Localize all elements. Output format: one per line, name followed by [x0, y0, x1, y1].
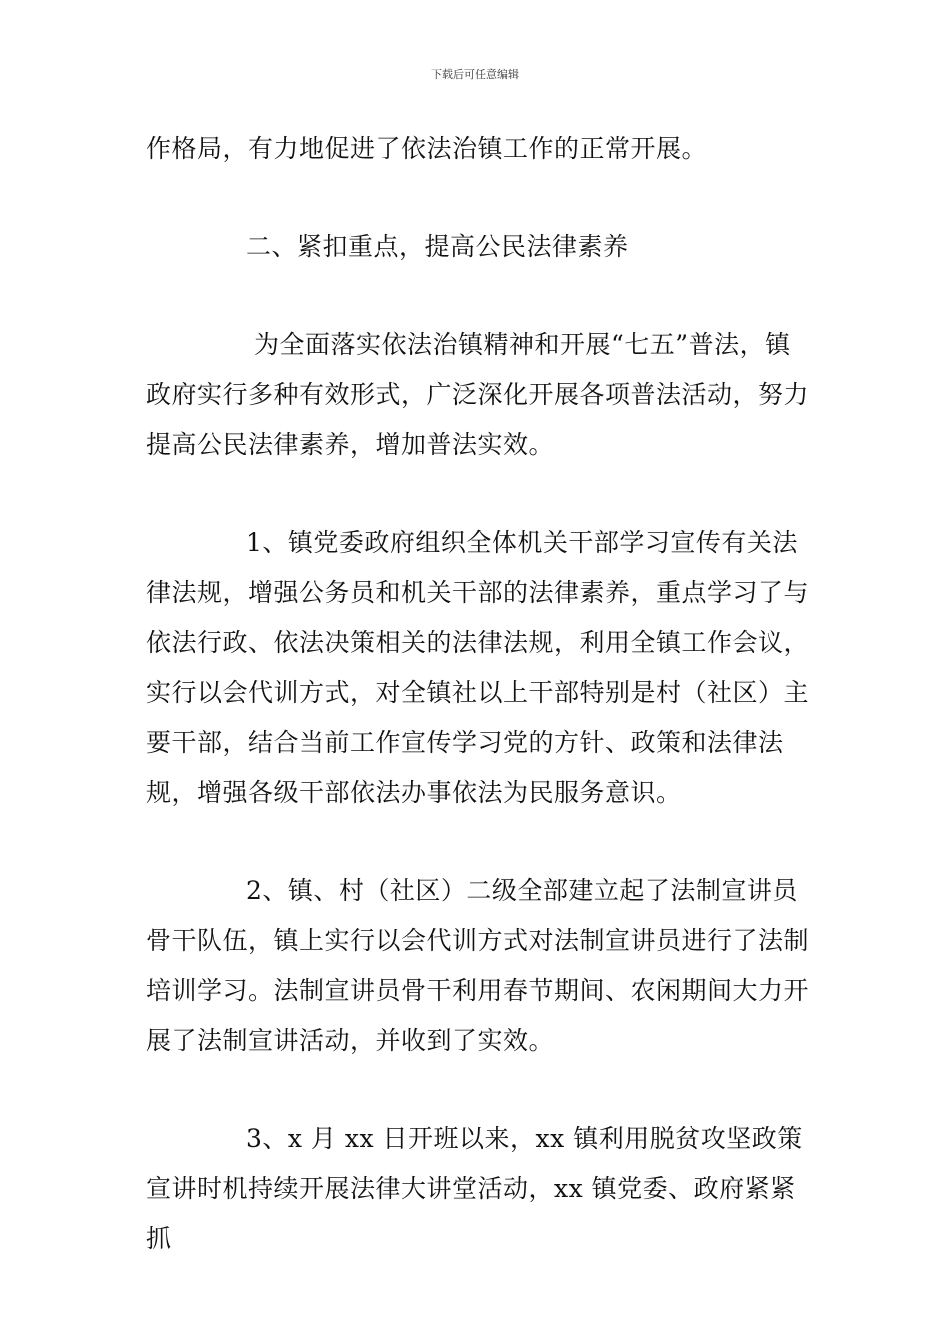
- document-body: [146, 124, 810, 1264]
- paragraph-item-1: 1、镇党委政府组织全体机关干部学习宣传有关法律法规，增强公务员和机关干部的法律素养，重点学习了与依法行政、依法决策相关的法律法规，利用全镇工作会议，实行以会代训方式，对全镇社以上干部特别是村（社区）主要干部，结合当前工作宣传学习党的方针、政策和法律法规，增强各级干部依法办事依法为民服务意识。: [146, 528, 810, 807]
- section-heading: 二、紧扣重点，提高公民法律素养: [246, 232, 629, 261]
- paragraph-item-3: 3、x 月 xx 日开班以来，xx 镇利用脱贫攻坚政策宣讲时机持续开展法律大讲堂活动，xx 镇党委、政府紧紧抓: [146, 1124, 803, 1253]
- paragraph-intro: 为全面落实依法治镇精神和开展“七五”普法，镇政府实行多种有效形式，广泛深化开展各项普法活动，努力提高公民法律素养，增加普法实效。: [146, 330, 810, 459]
- paragraph-continuation: 作格局，有力地促进了依法治镇工作的正常开展。: [146, 134, 708, 163]
- header-note: 下载后可任意编辑: [431, 68, 519, 81]
- paragraph-item-2: 2、镇、村（社区）二级全部建立起了法制宣讲员骨干队伍，镇上实行以会代训方式对法制宣讲员进行了法制培训学习。法制宣讲员骨干利用春节期间、农闲期间大力开展了法制宣讲活动，并收到了实效。: [146, 876, 810, 1055]
